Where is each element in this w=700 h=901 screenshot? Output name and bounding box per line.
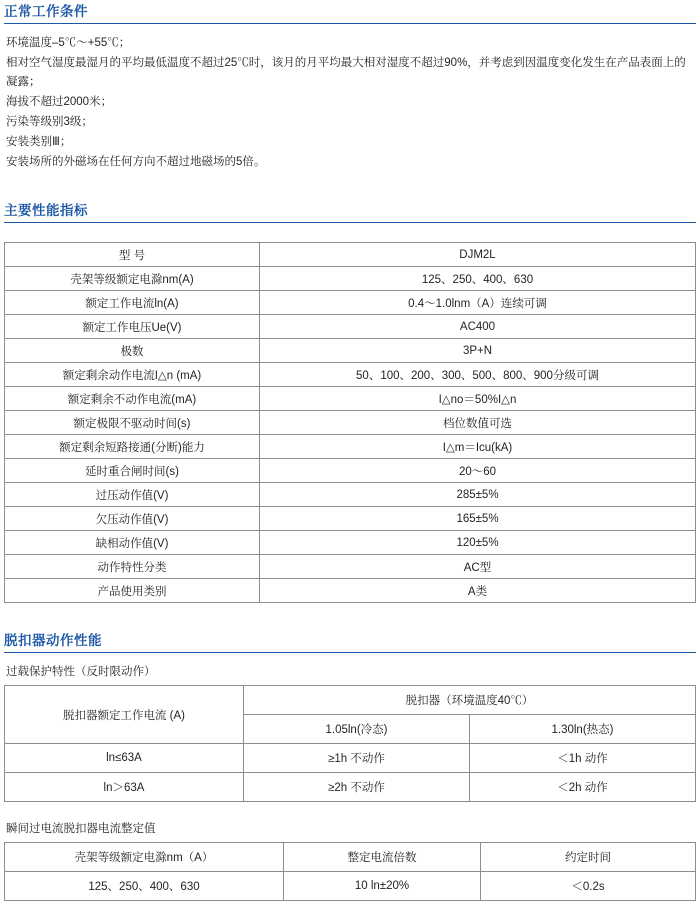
condition-line: 海拔不超过2000米； — [6, 96, 113, 108]
spec-value: 0.4～1.0lnm（A）连续可调 — [260, 291, 696, 315]
trip-cold: ≥1h 不动作 — [244, 744, 470, 773]
spec-value: 20～60 — [260, 459, 696, 483]
spec-value: DJM2L — [260, 243, 696, 267]
spec-value: I△m＝Icu(kA) — [260, 435, 696, 459]
spacer — [4, 802, 696, 820]
spec-label: 产品使用类别 — [5, 579, 260, 603]
spec-value: I△no＝50%I△n — [260, 387, 696, 411]
instant-frame: 125、250、400、630 — [5, 872, 284, 901]
table-row — [5, 872, 696, 901]
spec-value: 120±5% — [260, 531, 696, 555]
trip-header-group: 脱扣器（环境温度40℃） — [244, 686, 696, 715]
table-row — [5, 686, 696, 715]
condition-line: 环境温度–5℃～+55℃； — [6, 37, 131, 49]
section-performance — [4, 199, 696, 223]
spec-label: 额定剩余短路接通(分断)能力 — [5, 435, 260, 459]
spec-label: 壳架等级额定电滁nm(A) — [5, 267, 260, 291]
table-row — [5, 315, 696, 339]
instant-time: ＜0.2s — [481, 872, 696, 901]
table-row — [5, 387, 696, 411]
trip-hot: ＜2h 动作 — [470, 773, 696, 802]
spec-value: 125、250、400、630 — [260, 267, 696, 291]
table-row — [5, 507, 696, 531]
table-row — [5, 291, 696, 315]
trip-header-hot: 1.30ln(热态) — [470, 715, 696, 744]
spec-label: 缺相动作值(V) — [5, 531, 260, 555]
spec-value: AC400 — [260, 315, 696, 339]
spacer — [4, 233, 696, 242]
spec-label: 欠压动作值(V) — [5, 507, 260, 531]
trip-cold: ≥2h 不动作 — [244, 773, 470, 802]
trip-header-current: 脱扣器额定工作电流 (A) — [5, 686, 244, 744]
spec-label: 过压动作值(V) — [5, 483, 260, 507]
spec-value: 165±5% — [260, 507, 696, 531]
instant-header-multiple: 整定电流倍数 — [284, 843, 481, 872]
section-trip-performance — [4, 629, 696, 653]
instant-header-time: 约定时间 — [481, 843, 696, 872]
spec-value: 3P+N — [260, 339, 696, 363]
section-normal-conditions — [4, 0, 696, 172]
table-row — [5, 483, 696, 507]
table-row — [5, 744, 696, 773]
table-row — [5, 843, 696, 872]
spec-value: 档位数值可选 — [260, 411, 696, 435]
table-row — [5, 243, 696, 267]
instant-header-frame: 壳架等级额定电滁nm（A） — [5, 843, 284, 872]
condition-line: 安装场所的外磁场在任何方向不超过地磁场的5倍。 — [6, 156, 266, 168]
condition-line: 污染等级别3级； — [6, 116, 93, 128]
section-title-conditions: 正常工作条件 — [4, 0, 696, 24]
trip-header-cold: 1.05ln(冷态) — [244, 715, 470, 744]
spacer — [4, 603, 696, 629]
spec-value: AC型 — [260, 555, 696, 579]
table-row — [5, 435, 696, 459]
spec-label: 动作特性分类 — [5, 555, 260, 579]
table-row — [5, 773, 696, 802]
trip-current: ln＞63A — [5, 773, 244, 802]
conditions-list — [4, 34, 696, 172]
table-row — [5, 579, 696, 603]
spec-label: 型 号 — [5, 243, 260, 267]
trip-hot: ＜1h 动作 — [470, 744, 696, 773]
spec-label: 额定极限不驱动时间(s) — [5, 411, 260, 435]
overload-table — [4, 685, 696, 802]
table-row — [5, 339, 696, 363]
table-row — [5, 363, 696, 387]
trip-current: ln≤63A — [5, 744, 244, 773]
table-row — [5, 267, 696, 291]
instant-table — [4, 842, 696, 901]
performance-table — [4, 242, 696, 603]
table-row — [5, 411, 696, 435]
condition-line: 安装类别Ⅲ； — [6, 136, 72, 148]
section-title-trip: 脱扣器动作性能 — [4, 629, 696, 653]
spec-label: 延时重合闸时间(s) — [5, 459, 260, 483]
spec-label: 额定剩余不动作电流(mA) — [5, 387, 260, 411]
spec-label: 极数 — [5, 339, 260, 363]
spec-label: 额定工作电流ln(A) — [5, 291, 260, 315]
section-title-performance: 主要性能指标 — [4, 199, 696, 223]
table-row — [5, 555, 696, 579]
table-row — [5, 531, 696, 555]
instant-multiple: 10 ln±20% — [284, 872, 481, 901]
condition-line: 相对空气湿度最湿月的平均最低温度不超过25℃时，该月的月平均最大相对湿度不超过90%，并考虑到因温度变化发生在产品表面上的凝露； — [6, 57, 686, 88]
instant-subtitle: 瞬间过电流脱扣器电流整定值 — [6, 823, 156, 835]
spec-value: 285±5% — [260, 483, 696, 507]
spec-label: 额定工作电压Ue(V) — [5, 315, 260, 339]
table-row — [5, 459, 696, 483]
spacer — [4, 173, 696, 199]
spec-value: A类 — [260, 579, 696, 603]
spec-value: 50、100、200、300、500、800、900分级可调 — [260, 363, 696, 387]
spec-label: 额定剩余动作电流I△n (mA) — [5, 363, 260, 387]
overload-subtitle: 过载保护特性（反时限动作） — [6, 666, 156, 678]
